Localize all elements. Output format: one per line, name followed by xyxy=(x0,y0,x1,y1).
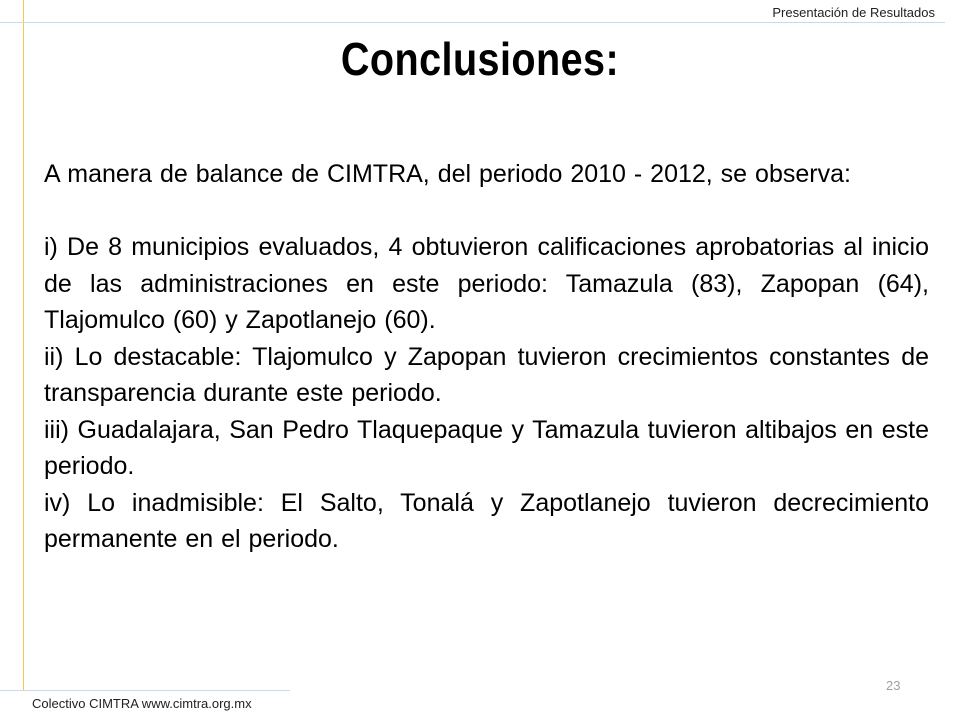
footer-text: Colectivo CIMTRA www.cimtra.org.mx xyxy=(32,696,252,711)
conclusion-item-1: i) De 8 municipios evaluados, 4 obtuvieron calificaciones aprobatorias al inicio de las administraciones en este periodo: Tamazula (83), Zapopan (64), Tlajomulco (60) y Zapotlanejo (60). xyxy=(44,233,929,334)
vertical-rule xyxy=(23,0,24,690)
page-number: 23 xyxy=(886,678,901,693)
header-rule xyxy=(0,22,945,23)
conclusion-item-4: iv) Lo inadmisible: El Salto, Tonalá y Zapotlanejo tuvieron decrecimiento permanente en el periodo. xyxy=(44,488,929,553)
intro-paragraph: A manera de balance de CIMTRA, del periodo 2010 - 2012, se observa: xyxy=(44,160,851,188)
slide-body xyxy=(44,156,929,558)
header-text: Presentación de Resultados xyxy=(772,5,935,20)
paragraph-spacer xyxy=(44,193,929,230)
slide-title: Conclusiones: xyxy=(340,33,620,85)
footer-rule xyxy=(0,690,290,691)
conclusion-item-2: ii) Lo destacable: Tlajomulco y Zapopan tuvieron crecimientos constantes de transparencia durante este periodo. xyxy=(44,342,929,407)
conclusion-item-3: iii) Guadalajara, San Pedro Tlaquepaque y Tamazula tuvieron altibajos en este periodo. xyxy=(44,415,929,480)
